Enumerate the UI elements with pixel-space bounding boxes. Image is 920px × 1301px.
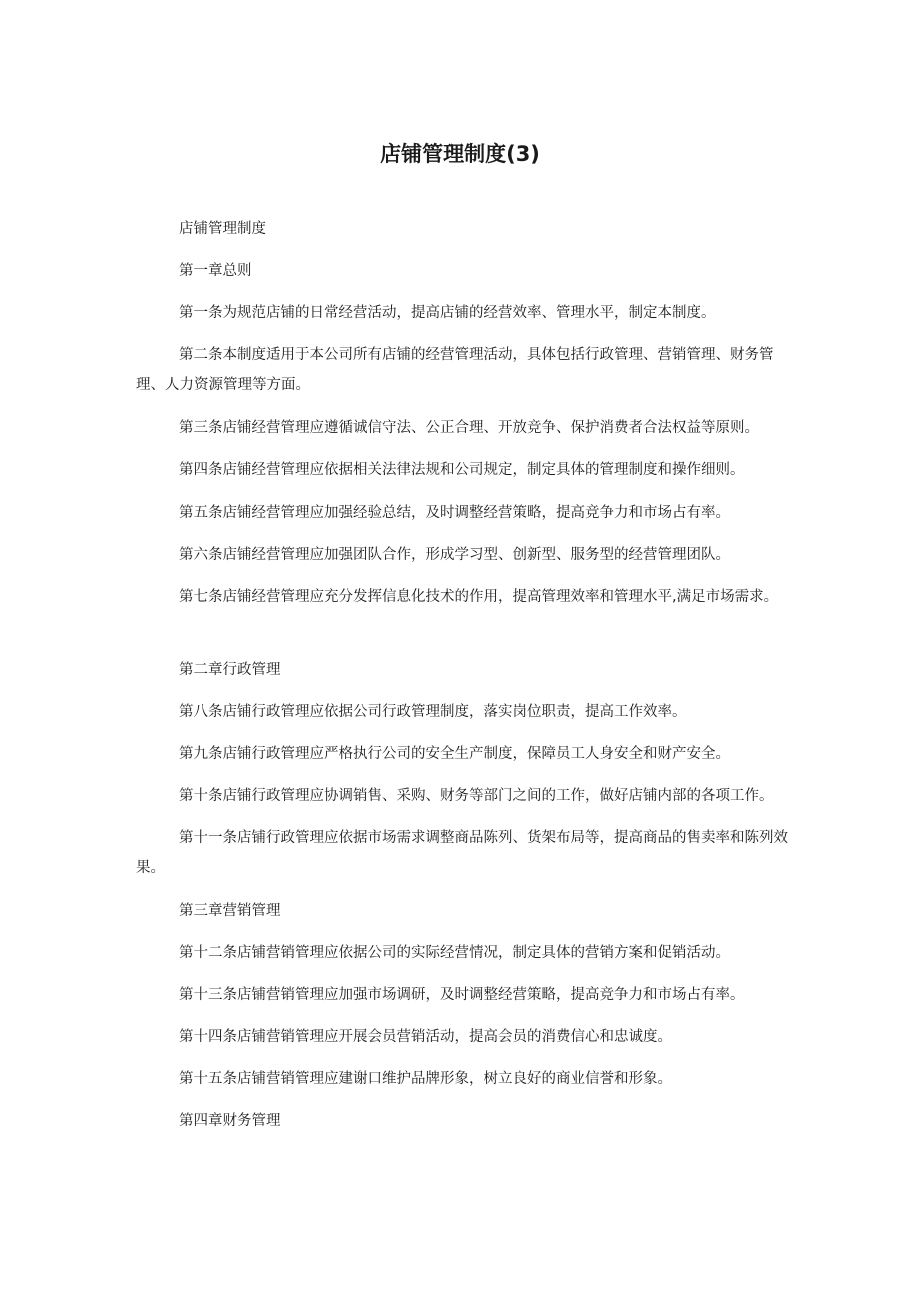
- article-paragraph: 第七条店铺经营管理应充分发挥信息化技术的作用，提高管理效率和管理水平,满足市场需求。: [179, 589, 779, 605]
- article-paragraph: 第二条本制度适用于本公司所有店铺的经营管理活动，具体包括行政管理、营销管理、财务管理、人力资源管理等方面。: [136, 347, 774, 393]
- article-paragraph: 第十三条店铺营销管理应加强市场调研，及时调整经营策略，提高竞争力和市场占有率。: [179, 987, 745, 1003]
- article-paragraph: 第一条为规范店铺的日常经营活动，提高店铺的经营效率、管理水平，制定本制度。: [179, 305, 716, 321]
- article-paragraph: 第九条店铺行政管理应严格执行公司的安全生产制度，保障员工人身安全和财产安全。: [179, 746, 730, 762]
- chapter-heading: 第三章营销管理: [179, 903, 281, 919]
- article-paragraph: 第十四条店铺营销管理应开展会员营销活动，提高会员的消费信心和忠诚度。: [179, 1029, 672, 1045]
- chapter-heading: 第四章财务管理: [179, 1113, 281, 1129]
- article-paragraph: 第十条店铺行政管理应协调销售、采购、财务等部门之间的工作，做好店铺内部的各项工作。: [179, 788, 774, 804]
- article-paragraph: 第四条店铺经营管理应依据相关法律法规和公司规定，制定具体的管理制度和操作细则。: [179, 462, 745, 478]
- article-paragraph: 第十五条店铺营销管理应建谢口维护品牌形象，树立良好的商业信誉和形象。: [179, 1071, 672, 1087]
- article-paragraph: 第十一条店铺行政管理应依据市场需求调整商品陈列、货架布局等，提高商品的售卖率和陈列效果。: [136, 830, 788, 876]
- document-title: 店铺管理制度(3): [380, 142, 540, 166]
- article-paragraph: 第十二条店铺营销管理应依据公司的实际经营情况，制定具体的营销方案和促销活动。: [179, 945, 730, 961]
- article-paragraph: 第八条店铺行政管理应依据公司行政管理制度，落实岗位职责，提高工作效率。: [179, 704, 687, 720]
- chapter-heading: 第一章总则: [179, 263, 252, 279]
- paragraph-heading: 店铺管理制度: [179, 221, 266, 237]
- chapter-heading: 第二章行政管理: [179, 662, 281, 678]
- article-paragraph: 第五条店铺经营管理应加强经验总结，及时调整经营策略，提高竞争力和市场占有率。: [179, 505, 730, 521]
- article-paragraph: 第六条店铺经营管理应加强团队合作，形成学习型、创新型、服务型的经营管理团队。: [179, 547, 730, 563]
- article-paragraph: 第三条店铺经营管理应遵循诚信守法、公正合理、开放竞争、保护消费者合法权益等原则。: [179, 420, 759, 436]
